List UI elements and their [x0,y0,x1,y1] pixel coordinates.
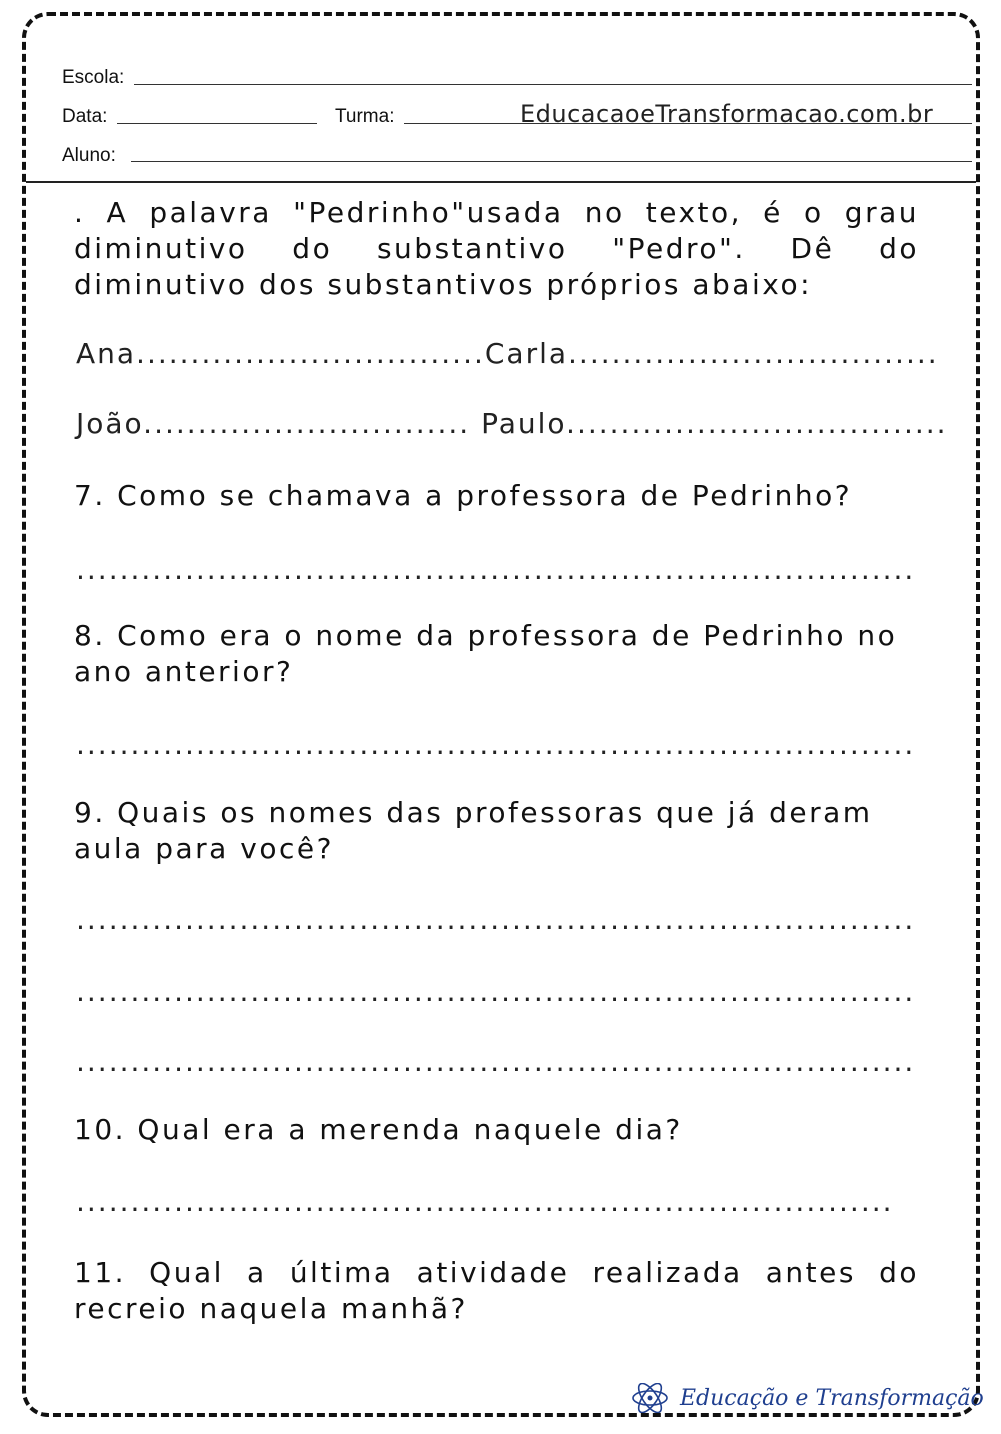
question-6-text: . A palavra "Pedrinho"usada no texto, é o grau diminutivo do substantivo "Pedro". Dê do diminutivo dos substantivos próprios abaixo: [74,196,919,301]
q6-answer-line-2[interactable]: João.............................. Paulo................................... [76,407,948,440]
q10-answer-line[interactable]: ........................................................................... [76,1185,894,1218]
question-11-text: 11. Qual a última atividade realizada antes do recreio naquela manhã? [74,1256,919,1325]
aluno-label: Aluno: [62,145,116,166]
question-10-text: 10. Qual era a merenda naquele dia? [74,1113,683,1146]
q9-answer-line-1[interactable]: ............................................................................. [76,903,916,936]
question-9-text: 9. Quais os nomes das professoras que já deram aula para você? [74,796,873,865]
header-divider [26,181,976,183]
q8-answer-line[interactable]: ............................................................................. [76,728,916,761]
question-7-text: 7. Como se chamava a professora de Pedrinho? [74,479,853,512]
aluno-field[interactable] [131,161,972,162]
data-label: Data: [62,106,108,127]
website-watermark: EducacaoeTransformacao.com.br [520,100,934,128]
q7-answer-line[interactable]: ............................................................................. [76,553,916,586]
atom-orbit-icon [630,1383,670,1413]
brand-logo [630,1383,984,1413]
q9-answer-line-3[interactable]: ............................................................................. [76,1045,916,1078]
escola-field[interactable] [134,84,972,85]
question-8-text: 8. Como era o nome da professora de Pedrinho no ano anterior? [74,619,898,688]
escola-label: Escola: [62,67,125,88]
turma-label: Turma: [335,106,395,127]
data-field[interactable] [117,123,317,124]
brand-logo-text: Educação e Transformação [680,1385,984,1411]
q9-answer-line-2[interactable]: ............................................................................. [76,975,916,1008]
q6-answer-line-1[interactable]: Ana................................Carla.................................. [76,337,939,370]
